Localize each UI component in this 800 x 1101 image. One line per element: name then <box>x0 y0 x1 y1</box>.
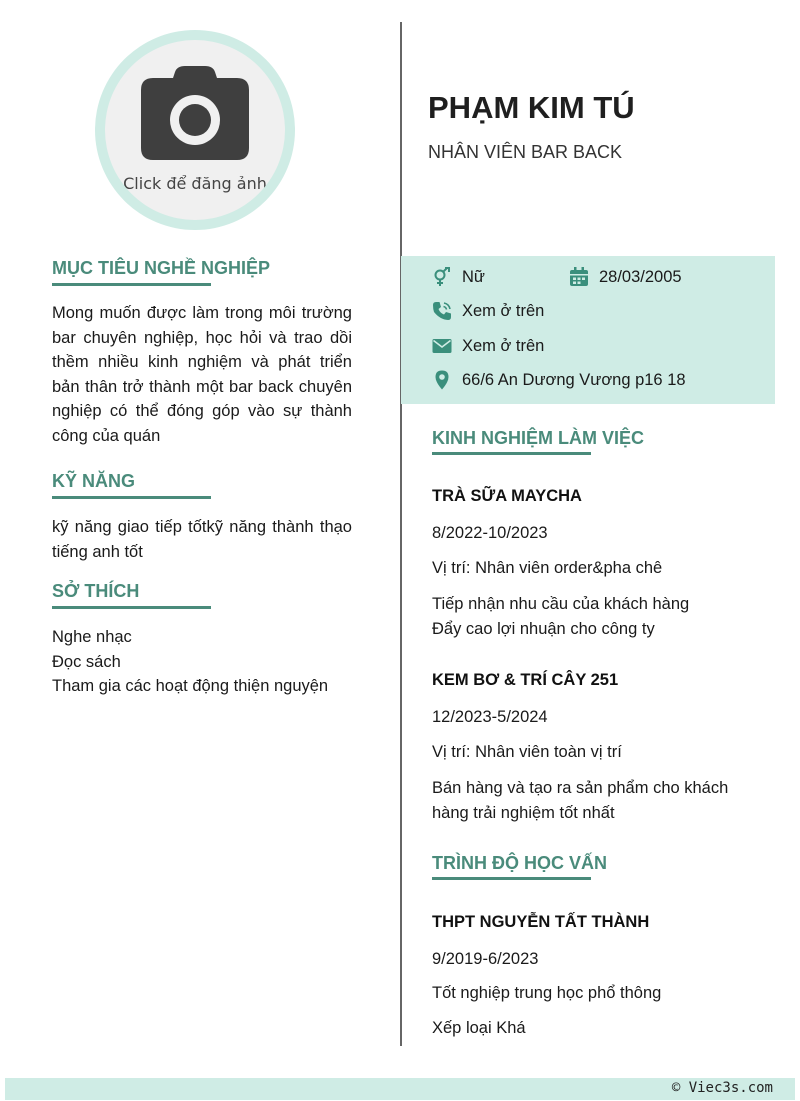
candidate-role: NHÂN VIÊN BAR BACK <box>428 142 623 162</box>
education-title: TRÌNH ĐỘ HỌC VẤN <box>432 853 607 873</box>
phone-icon <box>432 301 452 321</box>
list-item: Nghe nhạc <box>52 628 132 646</box>
candidate-name: PHẠM KIM TÚ <box>428 90 635 125</box>
footer-band <box>5 1078 795 1100</box>
column-divider <box>400 22 402 1046</box>
gender-value: Nữ <box>462 267 485 286</box>
section-underline <box>52 606 211 609</box>
list-item: Tham gia các hoạt động thiện nguyện <box>52 677 329 695</box>
section-underline <box>52 496 211 499</box>
section-underline <box>432 452 591 455</box>
career-objective-text: Mong muốn được làm trong môi trường bar chuyên nghiệp, học hỏi và trao dồi thềm nhiều kinh nghiệm và phát triển bản thân trở thành một bar back chuyên nghiệp có thể đóng góp vào sự thành công của quán <box>52 304 352 445</box>
avatar-upload[interactable] <box>105 40 285 220</box>
education-period: 9/2019-6/2023 <box>432 950 539 968</box>
education-school: THPT NGUYỄN TẤT THÀNH <box>432 913 650 931</box>
photo-caption: Click để đăng ảnh <box>123 174 267 193</box>
experience-title: KINH NGHIỆM LÀM VIỆC <box>432 428 645 448</box>
calendar-icon <box>569 267 589 287</box>
job-period: 8/2022-10/2023 <box>432 524 548 542</box>
map-pin-icon <box>432 370 452 390</box>
address-value: 66/6 An Dương Vương p16 18 <box>462 370 686 389</box>
list-item: Đọc sách <box>52 652 121 671</box>
hobbies-list <box>52 625 352 699</box>
education-rank: Xếp loại Khá <box>432 1019 526 1037</box>
birthday-row <box>569 267 682 287</box>
job-description-line: Đẩy cao lợi nhuận cho công ty <box>432 619 655 638</box>
job-company: TRÀ SỮA MAYCHA <box>432 487 582 505</box>
job-position: Vị trí: Nhân viên order&pha chê <box>432 559 663 577</box>
skills-title: KỸ NĂNG <box>52 471 136 491</box>
email-row <box>432 336 544 356</box>
education-degree: Tốt nghiệp trung học phổ thông <box>432 984 662 1002</box>
section-underline <box>432 877 591 880</box>
job-description-line: Tiếp nhận nhu cầu của khách hàng <box>432 595 690 613</box>
section-underline <box>52 283 211 286</box>
career-objective-title: MỤC TIÊU NGHỀ NGHIỆP <box>52 258 271 278</box>
camera-icon <box>141 66 249 160</box>
address-row <box>432 370 686 390</box>
job-company: KEM BƠ & TRÍ CÂY 251 <box>432 671 619 689</box>
avatar-frame[interactable] <box>95 30 295 230</box>
job-period: 12/2023-5/2024 <box>432 708 548 726</box>
job-description <box>432 776 752 825</box>
phone-row <box>432 301 544 321</box>
contact-info-box <box>401 256 775 404</box>
skills-text: kỹ năng giao tiếp tốtkỹ năng thành thạo tiếng anh tốt <box>52 518 352 561</box>
job-position: Vị trí: Nhân viên toàn vị trí <box>432 743 622 761</box>
hobbies-title: SỞ THÍCH <box>52 581 140 601</box>
footer-credit[interactable]: © Viec3s.com <box>671 1080 773 1096</box>
email-icon <box>432 336 452 356</box>
phone-value: Xem ở trên <box>462 301 545 320</box>
job-description-line: Bán hàng và tạo ra sản phẩm cho khách hàng trải nghiệm tốt nhất <box>432 779 729 822</box>
job-description <box>432 592 762 641</box>
gender-row <box>432 267 485 287</box>
email-value: Xem ở trên <box>462 336 545 355</box>
gender-icon <box>432 267 452 287</box>
birthday-value: 28/03/2005 <box>599 267 682 286</box>
